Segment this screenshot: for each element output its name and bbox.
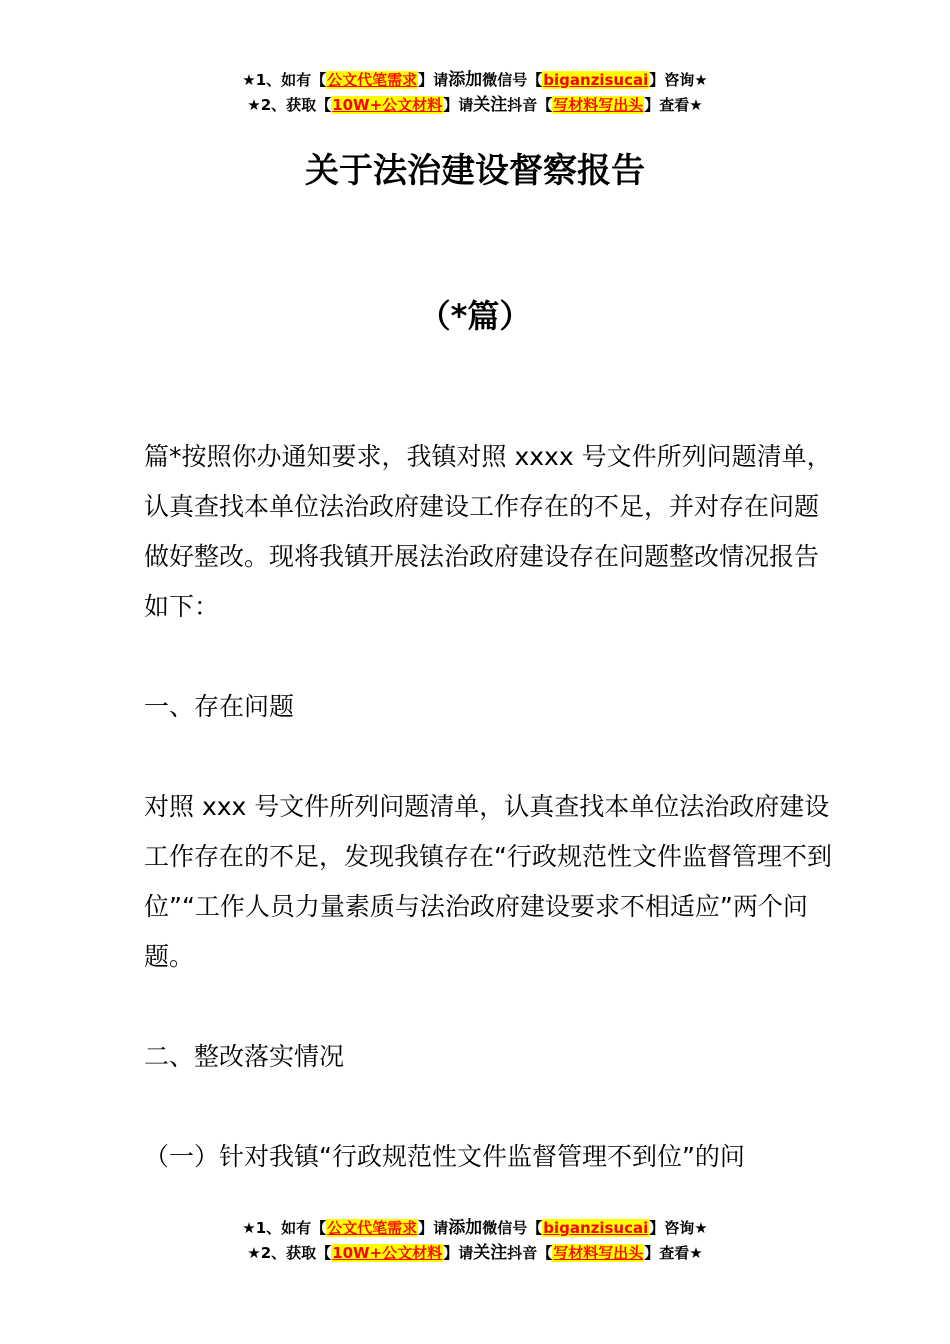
footer-banner [0, 1216, 950, 1266]
section-heading-1: 一、存在问题 [144, 692, 295, 721]
banner-text: ★1、如有【 [242, 71, 327, 89]
banner-text: ★2、获取【 [247, 1244, 332, 1262]
banner-text: 】请 [418, 71, 449, 89]
paragraph-intro: 篇*按照你办通知要求，我镇对照 xxxx 号文件所列问题清单，认真查找本单位法治政府建设工作存在的不足，并对存在问题做好整改。现将我镇开展法治政府建设存在问题整改情况报告如下： [144, 442, 832, 621]
highlight-materials: 10W+公文材料 [332, 96, 443, 114]
banner-text: 】咨询★ [649, 1219, 708, 1237]
banner-emphasis: 添加 [448, 1218, 483, 1238]
highlight-wechat-id: biganzisucai [543, 71, 649, 89]
banner-line-2 [0, 93, 950, 118]
banner-text: 】请 [443, 96, 474, 114]
document-body [144, 432, 834, 1182]
banner-emphasis: 关注 [473, 1243, 508, 1263]
banner-line-1 [0, 68, 950, 93]
banner-text: 】查看★ [644, 96, 703, 114]
document-subtitle: （*篇） [418, 297, 532, 335]
paragraph-rectification: （一）针对我镇“行政规范性文件监督管理不到位”的问 [144, 1142, 745, 1171]
banner-text: 】查看★ [644, 1244, 703, 1262]
header-banner [0, 68, 950, 118]
banner-text: 抖音【 [507, 96, 553, 114]
banner-text: 微信号【 [482, 71, 543, 89]
highlight-service: 公文代笔需求 [327, 1219, 418, 1237]
paragraph-problems: 对照 xxx 号文件所列问题清单，认真查找本单位法治政府建设工作存在的不足，发现我镇存在“行政规范性文件监督管理不到位”“工作人员力量素质与法治政府建设要求不相适应”两个问题。 [144, 792, 832, 971]
banner-text: 】咨询★ [649, 71, 708, 89]
banner-line-1 [0, 1216, 950, 1241]
banner-text: ★2、获取【 [247, 96, 332, 114]
banner-text: 】请 [418, 1219, 449, 1237]
highlight-douyin-account: 写材料写出头 [553, 96, 644, 114]
document-title: 关于法治建设督察报告 [305, 151, 645, 191]
banner-text: 】请 [443, 1244, 474, 1262]
banner-emphasis: 关注 [473, 95, 508, 115]
highlight-materials: 10W+公文材料 [332, 1244, 443, 1262]
section-heading-2: 二、整改落实情况 [144, 1042, 345, 1071]
banner-line-2 [0, 1241, 950, 1266]
banner-text: 抖音【 [507, 1244, 553, 1262]
highlight-douyin-account: 写材料写出头 [553, 1244, 644, 1262]
highlight-wechat-id: biganzisucai [543, 1219, 649, 1237]
banner-emphasis: 添加 [448, 70, 483, 90]
banner-text: ★1、如有【 [242, 1219, 327, 1237]
banner-text: 微信号【 [482, 1219, 543, 1237]
highlight-service: 公文代笔需求 [327, 71, 418, 89]
